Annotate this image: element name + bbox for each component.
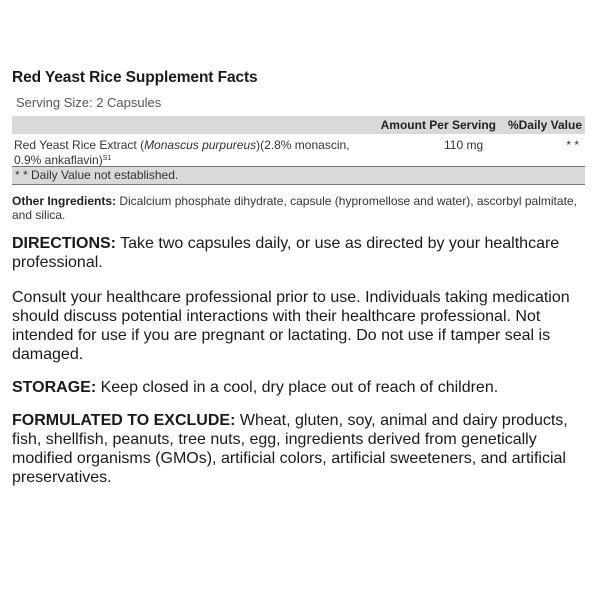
supplement-facts-table bbox=[12, 116, 585, 185]
serving-size: Serving Size: 2 Capsules bbox=[16, 95, 162, 110]
other-ingredients: Other Ingredients: Dicalcium phosphate dihydrate, capsule (hypromellose and water), ascorbyl palmitate, and silica. bbox=[12, 194, 577, 222]
table-header-row bbox=[12, 116, 585, 134]
supplement-facts-title: Red Yeast Rice Supplement Facts bbox=[12, 69, 258, 86]
ingredient-name: Red Yeast Rice Extract (Monascus purpureus)(2.8% monascin, 0.9% ankaflavin)$^{S1}$ bbox=[14, 138, 350, 167]
storage-paragraph: STORAGE: Keep closed in a cool, dry place out of reach of children. bbox=[12, 379, 499, 396]
header-amount-per-serving: Amount Per Serving bbox=[380, 118, 496, 132]
ingredient-daily-value: * * bbox=[566, 138, 579, 152]
table-footnote: * * Daily Value not established. bbox=[12, 167, 585, 185]
header-daily-value: %Daily Value bbox=[507, 118, 582, 132]
ingredient-amount: 110 mg bbox=[444, 138, 484, 152]
warning-paragraph: Consult your healthcare professional prior to use. Individuals taking medication should discuss potential interactions with their healthcare professional. Not intended for use if you are pregnant or lactating. Do not use if tamper seal is damaged. bbox=[12, 289, 570, 363]
formulated-to-exclude-paragraph: FORMULATED TO EXCLUDE: Wheat, gluten, soy, animal and dairy products, fish, shellfish, peanuts, tree nuts, egg, ingredients derived from genetically modified organisms (GMOs), artificial colors, artificial sweeteners, and artificial preservatives. bbox=[12, 412, 568, 486]
table-row bbox=[12, 134, 585, 167]
directions-paragraph: DIRECTIONS: Take two capsules daily, or use as directed by your healthcare professional. bbox=[12, 235, 560, 271]
